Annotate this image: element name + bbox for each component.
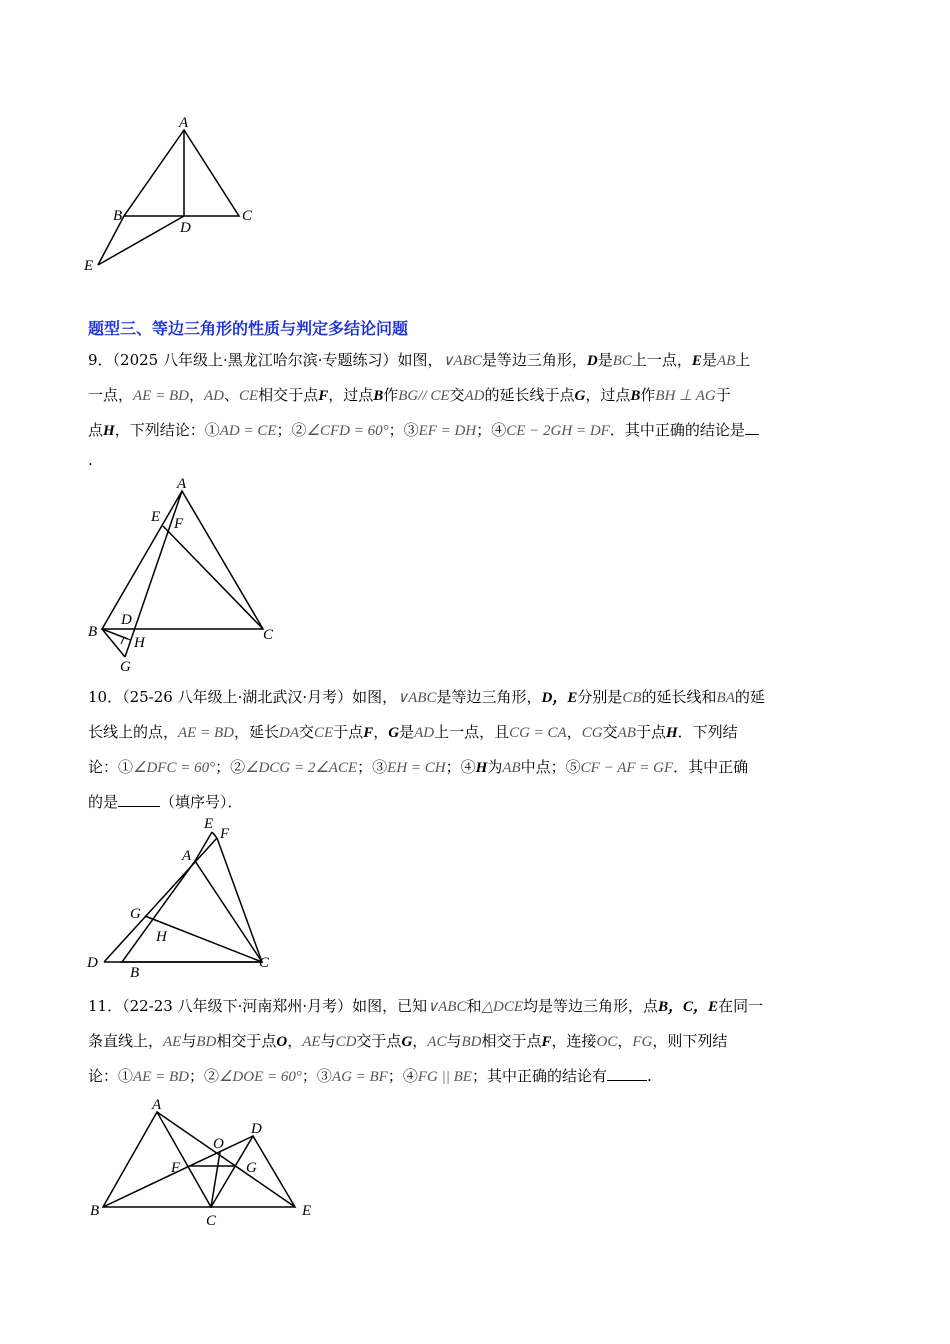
label-b: B [113, 208, 123, 224]
q10-text: 的延长线和 [641, 688, 717, 706]
q10-label-a: A [182, 848, 192, 864]
q9-text: ， [188, 386, 204, 404]
q9-segment: AD [203, 388, 224, 404]
section-heading: 题型三、等边三角形的性质与判定多结论问题 [88, 319, 409, 338]
q11-segment: FG [632, 1034, 653, 1050]
q11-label-a: A [152, 1097, 162, 1113]
q9-parallel: BG// CE [398, 388, 450, 404]
q10-label-f: F [220, 826, 230, 842]
q9-answer-blank[interactable] [745, 420, 759, 435]
q9-text: 上 [735, 351, 751, 369]
q9-text: ；④ [476, 421, 507, 439]
q10-text: 为 [487, 758, 503, 776]
q9-number: 9． [88, 351, 113, 369]
q10-number: 10． [88, 688, 123, 706]
q11-text: ，连接 [551, 1032, 597, 1050]
q10-equation: CG = CA [509, 725, 567, 741]
q10-triangle: ∨ABC [397, 690, 437, 706]
q10-text: ；③ [357, 758, 388, 776]
q10-text: ；④ [445, 758, 476, 776]
q9-text: 点 [88, 421, 104, 439]
q9-text: 交 [449, 386, 465, 404]
label-a: A [179, 115, 189, 131]
q9-point: B [630, 388, 641, 404]
q10-text: 中点；⑤ [520, 758, 581, 776]
q9-text: 上一点， [631, 351, 692, 369]
q10-text: 论：① [88, 758, 134, 776]
q10-text: ， [566, 723, 582, 741]
q11-text: ；其中正确的结论有 [471, 1067, 607, 1085]
q10-label-g: G [130, 906, 141, 922]
q11-conclusion-4: FG || BE [417, 1069, 472, 1085]
q11-source: （22-23 八年级下·河南郑州·月考）如图，已知 [122, 997, 428, 1015]
q11-label-g: G [246, 1160, 257, 1176]
q11-triangle: △DCE [481, 999, 524, 1015]
q9-segment: CE [239, 388, 259, 404]
q10-text: 的是 [88, 793, 119, 811]
q11-text: 相交于点 [216, 1032, 277, 1050]
q10-text: 于点 [635, 723, 666, 741]
q9-conclusion-1: AD = CE [219, 423, 277, 439]
q9-conclusion-3: EF = DH [418, 423, 477, 439]
q9-text: 作 [640, 386, 656, 404]
q9-source: （2025 八年级上·黑龙江哈尔滨·专题练习）如图， [112, 351, 443, 369]
q10-source: （25-26 八年级上·湖北武汉·月考）如图， [122, 688, 398, 706]
q9-text: ，下列结论：① [114, 421, 220, 439]
q11-points: B，C，E [658, 999, 719, 1015]
q10-point: F [363, 725, 374, 741]
q10-text: 上一点，且 [434, 723, 510, 741]
q10-text: 的延 [734, 688, 765, 706]
q10-conclusion-5: CF − AF = GF [580, 760, 674, 776]
q11-text: 与 [446, 1032, 462, 1050]
q11-label-b: B [90, 1203, 100, 1219]
q10-segment: BA [716, 690, 735, 706]
q10-label-d: D [87, 955, 98, 971]
q9-text: 作 [383, 386, 399, 404]
q11-point: F [541, 1034, 552, 1050]
q9-segment: AD [464, 388, 485, 404]
q11-answer-blank[interactable] [607, 1066, 647, 1081]
q10-conclusion-3: EH = CH [387, 760, 446, 776]
q11-text: 相交于点 [481, 1032, 542, 1050]
q11-conclusion-3: AG = BF [331, 1069, 388, 1085]
q10-label-c: C [259, 955, 270, 971]
q11-label-e: E [302, 1203, 312, 1219]
q11-text: ；② [188, 1067, 219, 1085]
q11-label-d: D [251, 1121, 262, 1137]
q11-conclusion-1: AE = BD [133, 1069, 189, 1085]
q9-text: ，过点 [328, 386, 374, 404]
q9-label-b: B [88, 624, 98, 640]
q9-label-d: D [121, 612, 132, 628]
q11-text: 论：① [88, 1067, 134, 1085]
q9-label-f: F [174, 516, 184, 532]
q9-label-h: H [134, 635, 145, 651]
q10-label-h: H [156, 929, 167, 945]
q9-triangle: ∨ABC [442, 353, 482, 369]
q11-text: 交于点 [356, 1032, 402, 1050]
q11-text: 与 [320, 1032, 336, 1050]
q11-label-c: C [206, 1213, 217, 1229]
q9-text: 的延长线于点 [484, 386, 575, 404]
q10-segment: AB [502, 760, 521, 776]
q11-conclusion-2: ∠DOE = 60° [218, 1069, 302, 1085]
q10-point: H [665, 725, 678, 741]
q10-text: ， [373, 723, 389, 741]
q11-segment: BD [461, 1034, 482, 1050]
q9-text: ；② [276, 421, 307, 439]
q11-text: 均是等边三角形，点 [523, 997, 659, 1015]
q10-conclusion-2: ∠DCG = 2∠ACE [245, 760, 358, 776]
q9-conclusion-2: ∠CFD = 60° [306, 423, 389, 439]
q10-segment: CG [581, 725, 603, 741]
q11-number: 11． [88, 997, 123, 1015]
q11-text: 在同一 [718, 997, 764, 1015]
q10-text: （填序号）． [160, 793, 243, 811]
q10-text: 于点 [333, 723, 364, 741]
q11-text: ， [287, 1032, 303, 1050]
q10-segment: CE [314, 725, 334, 741]
q9-end: . [88, 451, 93, 469]
q9-text: 是等边三角形， [481, 351, 587, 369]
q10-text: 是等边三角形， [436, 688, 542, 706]
q11-segment: OC [596, 1034, 618, 1050]
q9-text: 一点， [88, 386, 134, 404]
q9-text: ；③ [388, 421, 419, 439]
q10-segment: AD [414, 725, 435, 741]
q11-text: ；③ [301, 1067, 332, 1085]
q11-segment: CD [335, 1034, 357, 1050]
q11-point: G [401, 1034, 413, 1050]
q9-text: ．其中正确的结论是 [609, 421, 745, 439]
q9-label-c: C [263, 627, 274, 643]
label-d: D [180, 220, 191, 236]
label-c: C [242, 208, 253, 224]
q9-segment: AB [716, 353, 736, 369]
q9-text: 相交于点 [258, 386, 319, 404]
q9-segment: BC [612, 353, 632, 369]
q11-text: ，则下列结 [652, 1032, 728, 1050]
q10-label-b: B [130, 965, 140, 981]
q9-point: H [103, 423, 115, 439]
q9-point: D [586, 353, 598, 369]
q10-segment: DA [278, 725, 299, 741]
q10-text: ．下列结 [677, 723, 738, 741]
q11-segment: AE [163, 1034, 182, 1050]
q9-point: G [574, 388, 586, 404]
q9-label-a: A [177, 476, 187, 492]
q11-text: . [646, 1067, 652, 1085]
q10-text: ，延长 [233, 723, 279, 741]
q11-text: 条直线上， [88, 1032, 164, 1050]
q11-text: 与 [181, 1032, 197, 1050]
q9-text: 是 [701, 351, 717, 369]
q10-text: ；② [215, 758, 246, 776]
label-e: E [84, 258, 94, 274]
q9-point: F [318, 388, 329, 404]
q10-text: 是 [399, 723, 415, 741]
q10-point: H [475, 760, 488, 776]
q10-equation: AE = BD [178, 725, 234, 741]
q11-label-o: O [213, 1136, 224, 1152]
q10-text: 分别是 [577, 688, 623, 706]
q10-segment: CB [622, 690, 642, 706]
q11-segment: AE [302, 1034, 321, 1050]
q11-text: ；④ [387, 1067, 418, 1085]
q9-text: 于 [715, 386, 731, 404]
q10-text: 长线上的点， [88, 723, 179, 741]
q10-point: G [388, 725, 400, 741]
q11-segment: BD [196, 1034, 217, 1050]
q9-text: 是 [597, 351, 613, 369]
q9-conclusion-4: CE − 2GH = DF [506, 423, 610, 439]
q9-equation: AE = BD [133, 388, 189, 404]
q10-text: 交 [298, 723, 314, 741]
q11-triangle: ∨ABC [427, 999, 467, 1015]
q11-text: ， [412, 1032, 428, 1050]
q10-text: ．其中正确 [673, 758, 749, 776]
q11-label-f: F [171, 1160, 181, 1176]
q11-text: ， [617, 1032, 633, 1050]
q9-perpendicular: BH ⊥ AG [655, 388, 716, 404]
q11-text: 和 [466, 997, 482, 1015]
q9-text: 、 [223, 386, 239, 404]
q10-segment: AB [617, 725, 636, 741]
q10-points: D，E [541, 690, 578, 706]
q11-triangle-abc [103, 1112, 211, 1207]
q10-label-e: E [204, 816, 214, 832]
q9-point: E [691, 353, 702, 369]
q9-label-g: G [120, 659, 131, 675]
figure-q11 [0, 0, 340, 1240]
q10-conclusion-1: ∠DFC = 60° [133, 760, 216, 776]
q9-label-e: E [151, 509, 161, 525]
q10-text: 交 [602, 723, 618, 741]
q9-text: ，过点 [585, 386, 631, 404]
q11-segment: AC [427, 1034, 447, 1050]
q11-point: O [276, 1034, 288, 1050]
q9-point: B [373, 388, 384, 404]
